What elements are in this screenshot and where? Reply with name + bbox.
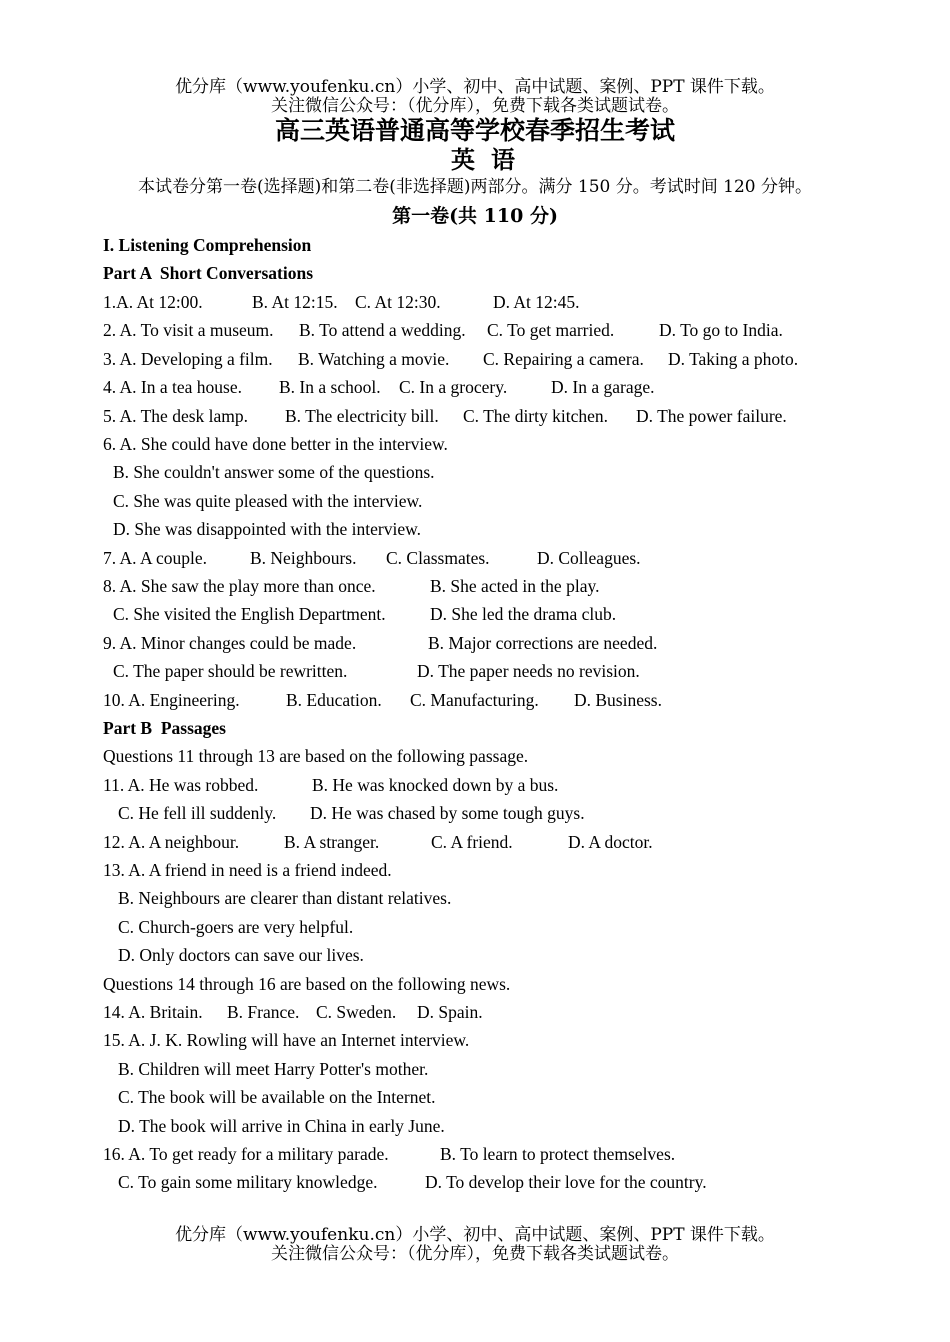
q14-option-c: C. Sweden. <box>316 1002 397 1022</box>
q9-option-a: 9. A. Minor changes could be made. <box>103 633 357 653</box>
question-16-line-2 <box>0 1172 950 1192</box>
q2-option-c: C. To get married. <box>487 320 615 340</box>
q1-option-c: C. At 12:30. <box>355 292 441 312</box>
question-9-line-2 <box>0 661 950 681</box>
q15-option-b: B. Children will meet Harry Potter's mother. <box>118 1059 429 1079</box>
q12-option-c: C. A friend. <box>431 832 513 852</box>
question-4 <box>0 377 950 397</box>
question-5 <box>0 406 950 426</box>
q7-option-b: B. Neighbours. <box>250 548 357 568</box>
q12-option-a: 12. A. A neighbour. <box>103 832 240 852</box>
question-11-line-2 <box>0 803 950 823</box>
question-11-line-1 <box>0 775 950 795</box>
q6-option-b: B. She couldn't answer some of the questions. <box>113 462 435 482</box>
q6-option-d: D. She was disappointed with the interview. <box>113 519 421 539</box>
volume-heading: 第一卷(共 110 分) <box>392 205 558 227</box>
question-8-line-2 <box>0 604 950 624</box>
q10-option-c: C. Manufacturing. <box>410 690 539 710</box>
q5-option-d: D. The power failure. <box>636 406 787 426</box>
exam-subtitle: 英语 <box>451 145 531 174</box>
q8-option-c: C. She visited the English Department. <box>113 604 386 624</box>
q16-option-a: 16. A. To get ready for a military parade. <box>103 1144 389 1164</box>
q4-option-c: C. In a grocery. <box>399 377 508 397</box>
question-2 <box>0 320 950 340</box>
q11-option-b: B. He was knocked down by a bus. <box>312 775 559 795</box>
passage-2-intro: Questions 14 through 16 are based on the following news. <box>103 974 511 994</box>
q3-option-c: C. Repairing a camera. <box>483 349 644 369</box>
q1-option-d: D. At 12:45. <box>493 292 580 312</box>
q4-option-a: 4. A. In a tea house. <box>103 377 242 397</box>
passage-1-intro: Questions 11 through 13 are based on the following passage. <box>103 746 529 766</box>
q2-option-a: 2. A. To visit a museum. <box>103 320 274 340</box>
q7-option-a: 7. A. A couple. <box>103 548 208 568</box>
q12-option-d: D. A doctor. <box>568 832 653 852</box>
q4-option-d: D. In a garage. <box>551 377 655 397</box>
q8-option-d: D. She led the drama club. <box>430 604 617 624</box>
q10-option-a: 10. A. Engineering. <box>103 690 240 710</box>
q7-option-d: D. Colleagues. <box>537 548 641 568</box>
q10-option-d: D. Business. <box>574 690 662 710</box>
q1-option-b: B. At 12:15. <box>252 292 338 312</box>
exam-title: 高三英语普通高等学校春季招生考试 <box>274 116 675 145</box>
q5-option-a: 5. A. The desk lamp. <box>103 406 249 426</box>
q16-option-d: D. To develop their love for the country. <box>425 1172 707 1192</box>
q2-option-b: B. To attend a wedding. <box>299 320 466 340</box>
q3-option-d: D. Taking a photo. <box>668 349 799 369</box>
q7-option-c: C. Classmates. <box>386 548 490 568</box>
q14-option-d: D. Spain. <box>417 1002 483 1022</box>
q4-option-b: B. In a school. <box>279 377 381 397</box>
q13-option-b: B. Neighbours are clearer than distant relatives. <box>118 888 452 908</box>
question-3 <box>0 349 950 369</box>
q15-option-d: D. The book will arrive in China in early June. <box>118 1116 445 1136</box>
header-line-1: 优分库（www.youfenku.cn）小学、初中、高中试题、案例、PPT 课件下载。 <box>175 77 775 97</box>
q16-option-b: B. To learn to protect themselves. <box>440 1144 676 1164</box>
q8-option-b: B. She acted in the play. <box>430 576 600 596</box>
q3-option-a: 3. A. Developing a film. <box>103 349 273 369</box>
question-8-line-1 <box>0 576 950 596</box>
q15-option-a: 15. A. J. K. Rowling will have an Internet interview. <box>103 1030 470 1050</box>
q9-option-b: B. Major corrections are needed. <box>428 633 658 653</box>
q14-option-a: 14. A. Britain. <box>103 1002 203 1022</box>
q9-option-d: D. The paper needs no revision. <box>417 661 640 681</box>
part-b-heading: Part B Passages <box>103 718 226 738</box>
q12-option-b: B. A stranger. <box>284 832 380 852</box>
q15-option-c: C. The book will be available on the Internet. <box>118 1087 436 1107</box>
q1-option-a: 1.A. At 12:00. <box>103 292 203 312</box>
question-12 <box>0 832 950 852</box>
section-heading: I. Listening Comprehension <box>103 235 312 255</box>
q13-option-c: C. Church-goers are very helpful. <box>118 917 354 937</box>
q10-option-b: B. Education. <box>286 690 382 710</box>
q6-option-a: 6. A. She could have done better in the interview. <box>103 434 448 454</box>
question-7 <box>0 548 950 568</box>
q9-option-c: C. The paper should be rewritten. <box>113 661 348 681</box>
question-14 <box>0 1002 950 1022</box>
q11-option-a: 11. A. He was robbed. <box>103 775 259 795</box>
q8-option-a: 8. A. She saw the play more than once. <box>103 576 376 596</box>
q11-option-c: C. He fell ill suddenly. <box>118 803 277 823</box>
q5-option-c: C. The dirty kitchen. <box>463 406 608 426</box>
q2-option-d: D. To go to India. <box>659 320 783 340</box>
question-10 <box>0 690 950 710</box>
question-16-line-1 <box>0 1144 950 1164</box>
exam-intro: 本试卷分第一卷(选择题)和第二卷(非选择题)两部分。满分 150 分。考试时间 120 分钟。 <box>137 177 813 197</box>
q11-option-d: D. He was chased by some tough guys. <box>310 803 585 823</box>
part-a-heading: Part A Short Conversations <box>103 263 313 283</box>
q13-option-a: 13. A. A friend in need is a friend indeed. <box>103 860 392 880</box>
question-9-line-1 <box>0 633 950 653</box>
q14-option-b: B. France. <box>227 1002 300 1022</box>
q6-option-c: C. She was quite pleased with the interview. <box>113 491 423 511</box>
footer-line-2: 关注微信公众号：（优分库），免费下载各类试题试卷。 <box>271 1244 679 1264</box>
footer-line-1: 优分库（www.youfenku.cn）小学、初中、高中试题、案例、PPT 课件下载。 <box>175 1225 775 1245</box>
q3-option-b: B. Watching a movie. <box>298 349 450 369</box>
q16-option-c: C. To gain some military knowledge. <box>118 1172 378 1192</box>
q5-option-b: B. The electricity bill. <box>285 406 439 426</box>
question-1 <box>0 292 950 312</box>
header-line-2: 关注微信公众号：（优分库），免费下载各类试题试卷。 <box>271 96 679 116</box>
q13-option-d: D. Only doctors can save our lives. <box>118 945 364 965</box>
